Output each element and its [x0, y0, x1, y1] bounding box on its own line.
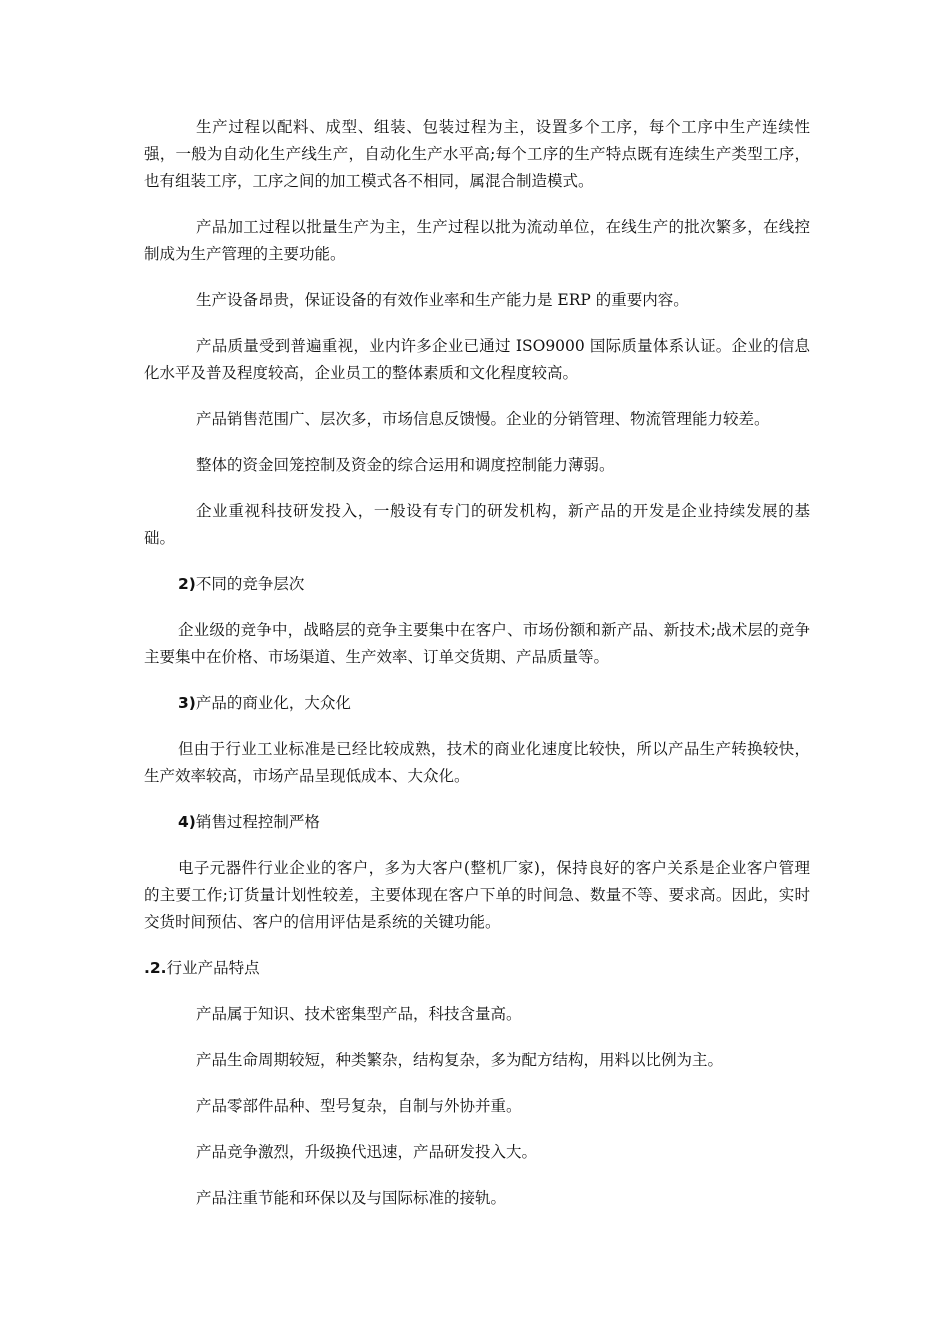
section-heading-2: [144, 571, 810, 598]
paragraph: 电子元器件行业企业的客户，多为大客户(整机厂家)，保持良好的客户关系是企业客户管理的主要工作;订货量计划性较差，主要体现在客户下单的时间急、数量不等、要求高。因此，实时交货时间预估、客户的信用评估是系统的关键功能。: [144, 859, 810, 931]
list-item: 产品生命周期较短，种类繁杂，结构复杂，多为配方结构，用料以比例为主。: [196, 1051, 724, 1069]
part-heading-2: [144, 955, 810, 982]
heading-number: 4): [178, 813, 196, 831]
heading-number: 3): [178, 694, 196, 712]
paragraph: 企业级的竞争中，战略层的竞争主要集中在客户、市场份额和新产品、新技术;战术层的竞争主要集中在价格、市场渠道、生产效率、订单交货期、产品质量等。: [144, 621, 810, 666]
section-heading-4: [144, 809, 810, 836]
list-item: 产品注重节能和环保以及与国际标准的接轨。: [196, 1189, 507, 1207]
paragraph: 产品销售范围广、层次多，市场信息反馈慢。企业的分销管理、物流管理能力较差。: [196, 410, 770, 428]
paragraph: 但由于行业工业标准是已经比较成熟，技术的商业化速度比较快，所以产品生产转换较快，生产效率较高，市场产品呈现低成本、大众化。: [144, 740, 810, 785]
heading-title: 行业产品特点: [166, 959, 260, 977]
heading-number: .2.: [144, 959, 167, 977]
heading-title: 不同的竞争层次: [195, 575, 305, 593]
heading-title: 销售过程控制严格: [195, 813, 320, 831]
paragraph: 产品加工过程以批量生产为主，生产过程以批为流动单位，在线生产的批次繁多，在线控制成为生产管理的主要功能。: [144, 218, 810, 263]
document-page: [144, 114, 810, 1231]
paragraph: 整体的资金回笼控制及资金的综合运用和调度控制能力薄弱。: [196, 456, 615, 474]
list-item: 产品属于知识、技术密集型产品，科技含量高。: [196, 1005, 522, 1023]
heading-number: 2): [178, 575, 196, 593]
paragraph: 生产设备昂贵，保证设备的有效作业率和生产能力是 ERP 的重要内容。: [196, 291, 689, 309]
paragraph: 生产过程以配料、成型、组装、包装过程为主，设置多个工序，每个工序中生产连续性强，一般为自动化生产线生产，自动化生产水平高;每个工序的生产特点既有连续生产类型工序，也有组装工序，工序之间的加工模式各不相同，属混合制造模式。: [144, 118, 810, 190]
paragraph: 企业重视科技研发投入，一般设有专门的研发机构，新产品的开发是企业持续发展的基础。: [144, 502, 810, 547]
list-item: 产品竞争激烈，升级换代迅速，产品研发投入大。: [196, 1143, 538, 1161]
heading-title: 产品的商业化，大众化: [195, 694, 351, 712]
section-heading-3: [144, 690, 810, 717]
paragraph: 产品质量受到普遍重视，业内许多企业已通过 ISO9000 国际质量体系认证。企业的信息化水平及普及程度较高，企业员工的整体素质和文化程度较高。: [144, 337, 810, 382]
list-item: 产品零部件品种、型号复杂，自制与外协并重。: [196, 1097, 522, 1115]
